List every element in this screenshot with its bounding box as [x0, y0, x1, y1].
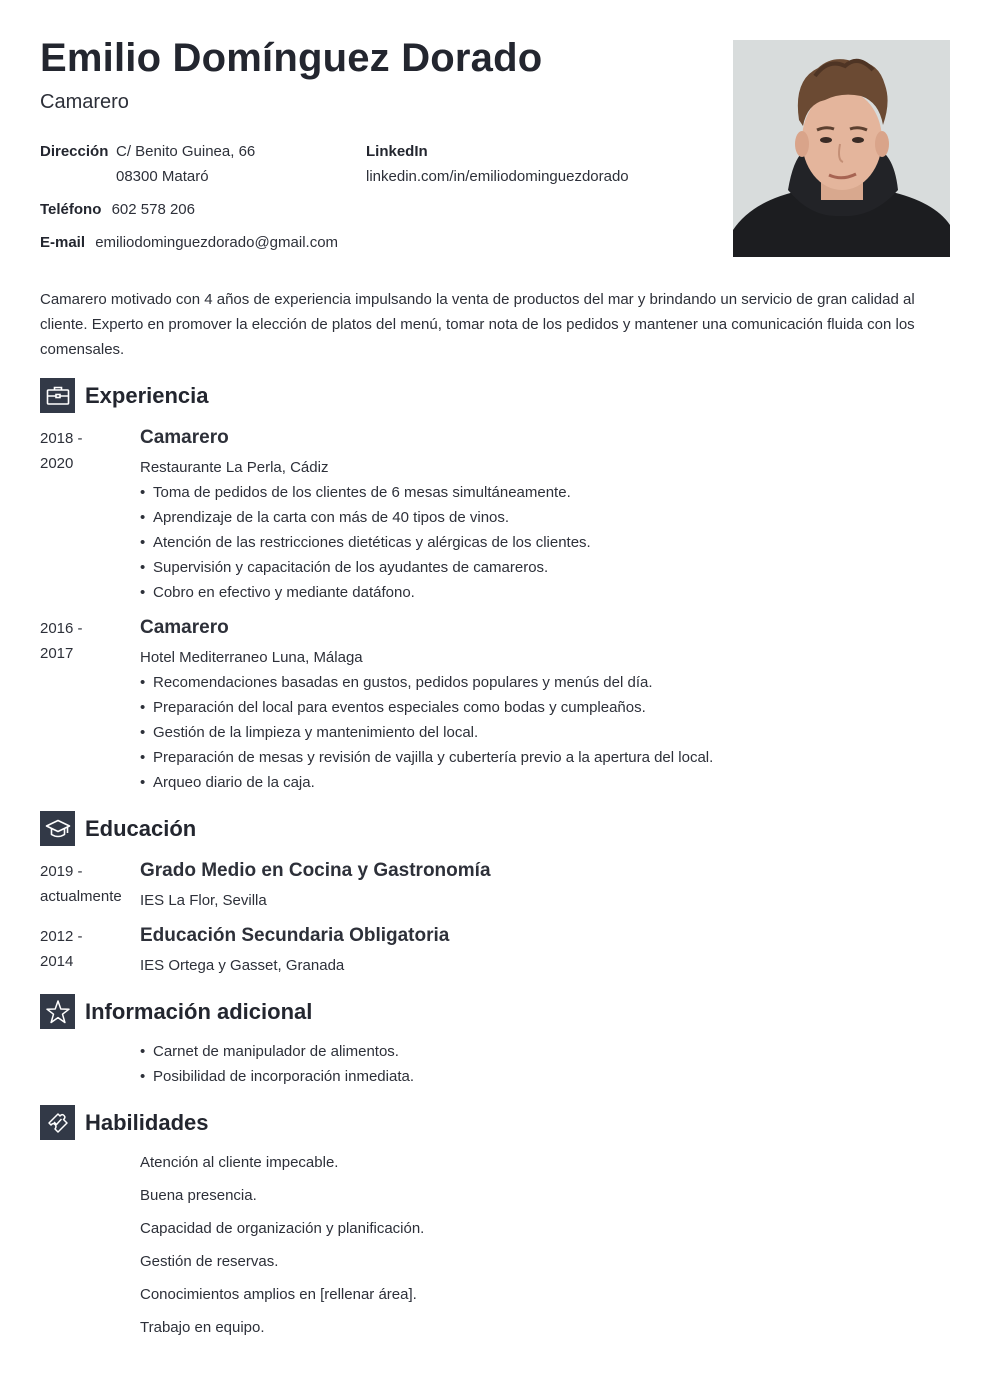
list-item: • Recomendaciones basadas en gustos, pedidos populares y menús del día. — [140, 670, 713, 695]
skill-item: Gestión de reservas. — [140, 1253, 279, 1270]
list-item: • Supervisión y capacitación de los ayudantes de camareros. — [140, 555, 591, 580]
education-title: Educación — [85, 815, 197, 841]
address-line1: C/ Benito Guinea, 66 — [116, 143, 256, 160]
degree-title: Educación Secundaria Obligatoria — [140, 925, 450, 946]
list-item: • Atención de las restricciones dietéticas y alérgicas de los clientes. — [140, 530, 591, 555]
job-title: Camarero — [140, 427, 229, 448]
skill-item: Buena presencia. — [140, 1187, 257, 1204]
job-dates — [40, 616, 135, 666]
date-start: 2016 - — [40, 620, 83, 637]
list-item: • Toma de pedidos de los clientes de 6 mesas simultáneamente. — [140, 480, 591, 505]
job-dates — [40, 426, 135, 476]
additional-list — [140, 1039, 414, 1089]
job-duties — [140, 670, 713, 795]
date-end: 2017 — [40, 645, 74, 662]
graduation-cap-icon — [40, 811, 75, 846]
list-item: • Preparación del local para eventos especiales como bodas y cumpleaños. — [140, 695, 713, 720]
job-employer: Hotel Mediterraneo Luna, Málaga — [140, 649, 363, 666]
linkedin-value: linkedin.com/in/emiliodominguezdorado — [366, 168, 629, 185]
job-duties — [140, 480, 591, 605]
skill-item: Conocimientos amplios en [rellenar área]. — [140, 1286, 417, 1303]
date-end: 2020 — [40, 455, 74, 472]
education-dates — [40, 859, 135, 909]
star-icon — [40, 994, 75, 1029]
phone-block — [40, 197, 195, 222]
skills-section-header — [40, 1105, 208, 1140]
skill-item: Atención al cliente impecable. — [140, 1154, 339, 1171]
experience-section-header — [40, 378, 209, 413]
education-section-header — [40, 811, 196, 846]
profile-photo — [733, 40, 950, 257]
date-start: 2019 - — [40, 863, 83, 880]
school-name: IES Ortega y Gasset, Granada — [140, 957, 345, 974]
address-label: Dirección — [40, 143, 109, 160]
skills-list — [140, 1150, 424, 1348]
date-start: 2012 - — [40, 928, 83, 945]
portrait-illustration — [733, 40, 950, 257]
skill-item: Capacidad de organización y planificación. — [140, 1220, 425, 1237]
puzzle-piece-icon — [40, 1105, 75, 1140]
list-item: • Gestión de la limpieza y mantenimiento del local. — [140, 720, 713, 745]
profile-summary: Camarero motivado con 4 años de experiencia impulsando la venta de productos del mar y brindando un servicio de gran calidad al cliente. Experto en promover la elección de platos del menú, tomar nota de los pedidos y mantener una comunicación fluida con los comensales. — [40, 291, 915, 358]
experience-title: Experiencia — [85, 382, 209, 408]
phone-label: Teléfono — [40, 201, 102, 218]
additional-title: Información adicional — [85, 998, 313, 1024]
school-name: IES La Flor, Sevilla — [140, 892, 267, 909]
additional-section-header — [40, 994, 312, 1029]
skill-item: Trabajo en equipo. — [140, 1319, 265, 1336]
date-end: actualmente — [40, 888, 122, 905]
email-label: E-mail — [40, 234, 86, 251]
list-item: • Preparación de mesas y revisión de vajilla y cubertería previo a la apertura del local. — [140, 745, 713, 770]
linkedin-block — [366, 139, 629, 189]
email-block — [40, 230, 338, 255]
address-line2: 08300 Mataró — [116, 168, 209, 185]
skills-title: Habilidades — [85, 1109, 209, 1135]
education-dates — [40, 924, 135, 974]
list-item: • Arqueo diario de la caja. — [140, 770, 713, 795]
address-value — [116, 139, 255, 189]
job-title: Camarero — [140, 617, 229, 638]
briefcase-icon — [40, 378, 75, 413]
phone-value: 602 578 206 — [111, 201, 195, 218]
linkedin-label: LinkedIn — [366, 143, 428, 160]
email-value: emiliodominguezdorado@gmail.com — [95, 234, 339, 251]
address-block — [40, 139, 108, 164]
candidate-name: Emilio Domínguez Dorado — [40, 36, 543, 80]
date-start: 2018 - — [40, 430, 83, 447]
job-title: Camarero — [40, 91, 129, 113]
degree-title: Grado Medio en Cocina y Gastronomía — [140, 860, 491, 881]
list-item: • Carnet de manipulador de alimentos. — [140, 1039, 414, 1064]
list-item: • Posibilidad de incorporación inmediata. — [140, 1064, 414, 1089]
date-end: 2014 — [40, 953, 74, 970]
job-employer: Restaurante La Perla, Cádiz — [140, 459, 329, 476]
list-item: • Cobro en efectivo y mediante datáfono. — [140, 580, 591, 605]
list-item: • Aprendizaje de la carta con más de 40 tipos de vinos. — [140, 505, 591, 530]
